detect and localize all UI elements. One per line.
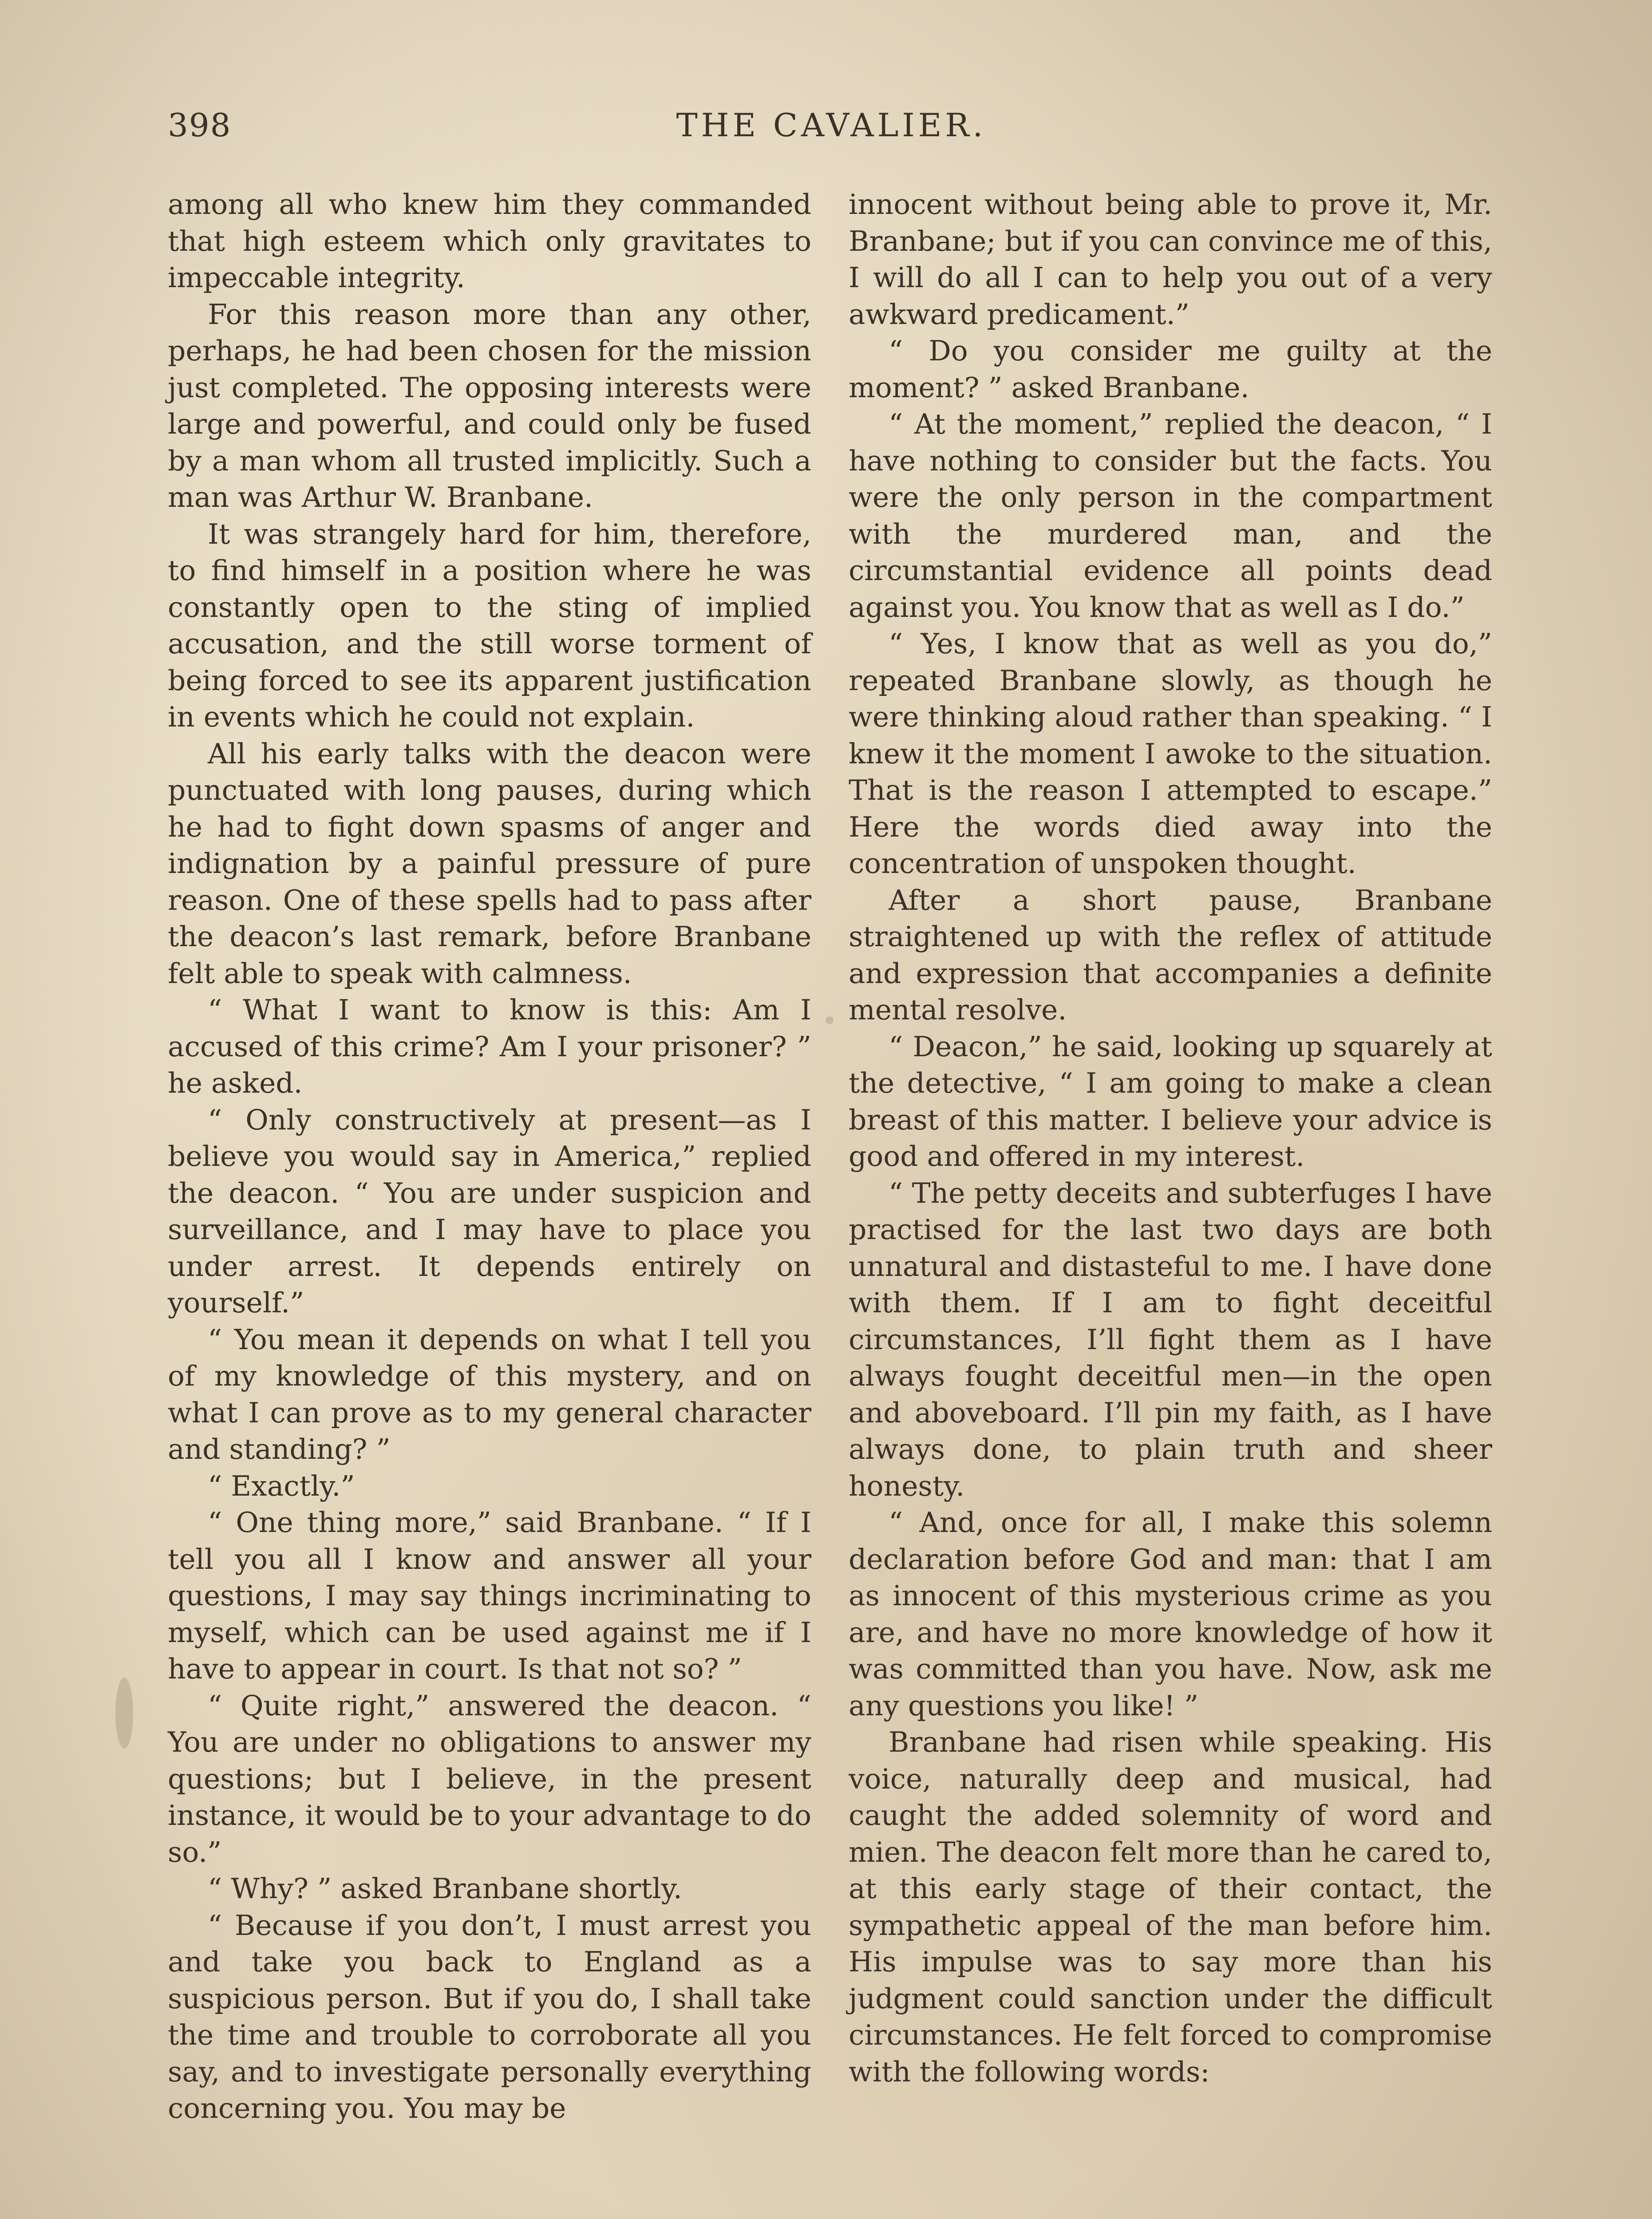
paragraph: “ The petty deceits and subterfuges I have practised for the last two days are both unnatural and distasteful to me. I have done with them. If I am to fight deceitful circumstances, I’ll fight them as I have always fought deceitful men—in the open and aboveboard. I’ll pin my faith, as I have always done, to plain truth and sheer honesty. [849, 1177, 1492, 1502]
paper-stain [826, 1016, 834, 1024]
paragraph: innocent without being able to prove it, Mr. Branbane; but if you can convince me of this, I will do all I can to help you out of a very awkward predicament.” [849, 188, 1492, 331]
page-header [168, 107, 1495, 155]
paragraph: among all who knew him they commanded that high esteem which only gravitates to impeccable integrity. [168, 188, 811, 294]
paragraph: “ One thing more,” said Branbane. “ If I tell you all I know and answer all your questions, I may say things incriminating to myself, which can be used against me if I have to appear in court. Is that not so? ” [168, 1506, 811, 1685]
left-column [168, 186, 811, 2127]
paragraph: “ Quite right,” answered the deacon. “ You are under no obligations to answer my questions; but I believe, in the present instance, it would be to your advantage to do so.” [168, 1689, 811, 1868]
paragraph: It was strangely hard for him, therefore, to find himself in a position where he was constantly open to the sting of implied accusation, and the still worse torment of being forced to see its apparent justification in events which he could not explain. [168, 517, 811, 733]
paragraph: “ And, once for all, I make this solemn declaration before God and man: that I am as innocent of this mysterious crime as you are, and have no more knowledge of how it was committed than you have. Now, ask me any questions you like! ” [849, 1506, 1492, 1722]
paragraph: “ Only constructively at present—as I believe you would say in America,” replied the deacon. “ You are under suspicion and surveillance, and I may have to place you under arrest. It depends entirely on yourself.” [168, 1103, 811, 1319]
running-title: THE CAVALIER. [676, 107, 987, 144]
paragraph: “ Because if you don’t, I must arrest you and take you back to England as a suspicious person. But if you do, I shall take the time and trouble to corroborate all you say, and to investigate personally everything concerning you. You may be [168, 1909, 811, 2124]
paragraph: “ Exactly.” [208, 1469, 355, 1502]
paragraph: “ At the moment,” replied the deacon, “ I have nothing to consider but the facts. You were the only person in the compartment with the murdered man, and the circumstantial evidence all points dead against you. You know that as well as I do.” [849, 408, 1492, 624]
paragraph: For this reason more than any other, perhaps, he had been chosen for the mission just completed. The opposing interests were large and powerful, and could only be fused by a man whom all trusted implicitly. Such a man was Arthur W. Branbane. [168, 298, 811, 513]
paragraph: “ Why? ” asked Branbane shortly. [208, 1872, 682, 1905]
paragraph: Branbane had risen while speaking. His voice, naturally deep and musical, had caught the added solemnity of word and mien. The deacon felt more than he cared to, at this early stage of their contact, the sympathetic appeal of the man before him. His impulse was to say more than his judgment could sanction under the difficult circumstances. He felt forced to compromise with the following words: [849, 1726, 1492, 2088]
paragraph: “ What I want to know is this: Am I accused of this crime? Am I your prisoner? ” he asked. [168, 994, 811, 1099]
paragraph: “ Do you consider me guilty at the moment? ” asked Branbane. [849, 335, 1492, 404]
paragraph: “ Deacon,” he said, looking up squarely at the detective, “ I am going to make a clean breast of this matter. I believe your advice is good and offered in my interest. [849, 1030, 1492, 1173]
paragraph: “ Yes, I know that as well as you do,” repeated Branbane slowly, as though he were thinking aloud rather than speaking. “ I knew it the moment I awoke to the situation. That is the reason I attempted to escape.” Here the words died away into the concentration of unspoken thought. [849, 628, 1493, 880]
paragraph: “ You mean it depends on what I tell you of my knowledge of this mystery, and on what I can prove as to my general character and standing? ” [168, 1323, 811, 1465]
paragraph: All his early talks with the deacon were punctuated with long pauses, during which he had to fight down spasms of anger and indignation by a painful pressure of pure reason. One of these spells had to pass after the deacon’s last remark, before Branbane felt able to speak with calmness. [168, 737, 811, 990]
page-number: 398 [168, 107, 232, 144]
right-column [849, 186, 1492, 2090]
paper-stain [115, 1678, 133, 1749]
paragraph: After a short pause, Branbane straightened up with the reflex of attitude and expression that accompanies a definite mental resolve. [849, 884, 1492, 1026]
